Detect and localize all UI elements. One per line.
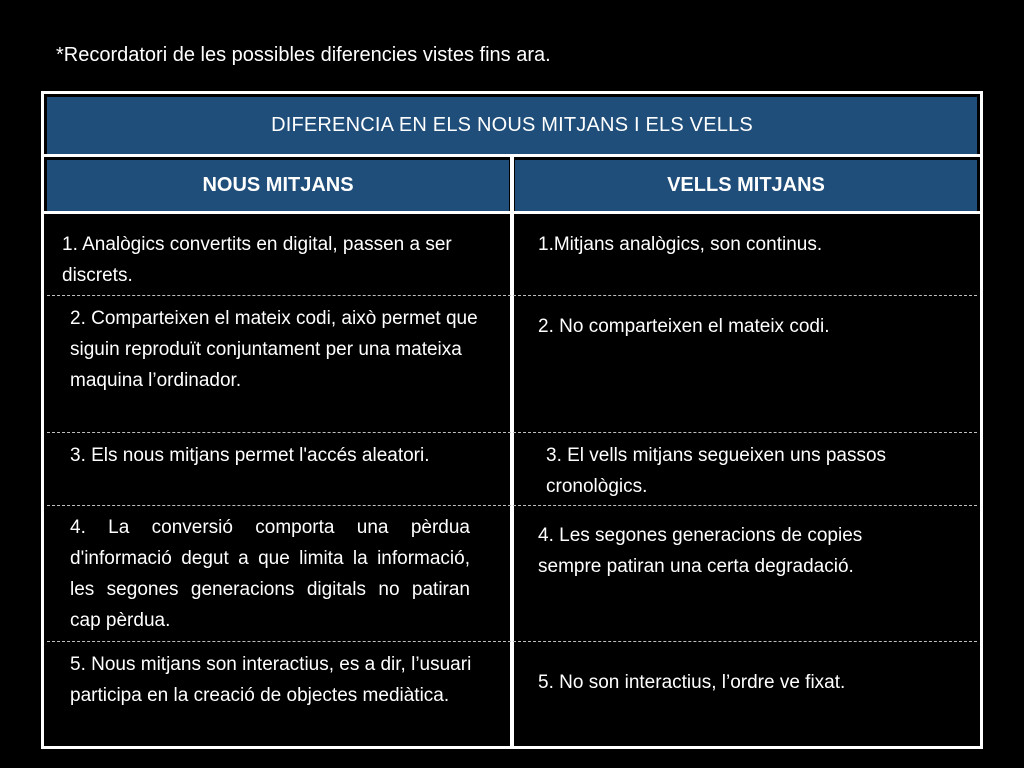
column-divider — [510, 154, 514, 746]
row-4-new: 4. La conversió comporta una pèrdua d'informació degut a que limita la informació, les segones generacions digitals no patiran cap pèrdua. — [70, 517, 470, 631]
row-separator — [47, 641, 977, 642]
table-title: DIFERENCIA EN ELS NOUS MITJANS I ELS VELLS — [47, 97, 977, 154]
row-4-old: 4. Les segones generacions de copies sempre patiran una certa degradació. — [538, 525, 863, 577]
row-separator — [47, 432, 977, 433]
header-old-media: VELLS MITJANS — [515, 160, 977, 211]
header-new-media: NOUS MITJANS — [47, 160, 509, 211]
row-5-new: 5. Nous mitjans son interactius, es a dir, l’usuari participa en la creació de objectes mediàtica. — [70, 654, 472, 706]
row-1-old: 1.Mitjans analògics, son continus. — [538, 234, 823, 255]
row-separator — [47, 295, 977, 296]
row-3-old: 3. El vells mitjans segueixen uns passos cronològics. — [546, 445, 887, 497]
row-1-new: 1. Analògics convertits en digital, passen a ser discrets. — [62, 234, 452, 286]
row-5-old: 5. No son interactius, l’ordre ve fixat. — [538, 672, 846, 693]
row-2-old: 2. No comparteixen el mateix codi. — [538, 316, 830, 337]
row-2-new: 2. Comparteixen el mateix codi, això permet que siguin reproduït conjuntament per una mateixa maquina l’ordinador. — [70, 308, 478, 391]
row-3-new: 3. Els nous mitjans permet l'accés aleatori. — [70, 445, 430, 466]
reminder-note: *Recordatori de les possibles diferencies vistes fins ara. — [56, 44, 551, 66]
row-separator — [47, 505, 977, 506]
comparison-table — [41, 91, 983, 749]
